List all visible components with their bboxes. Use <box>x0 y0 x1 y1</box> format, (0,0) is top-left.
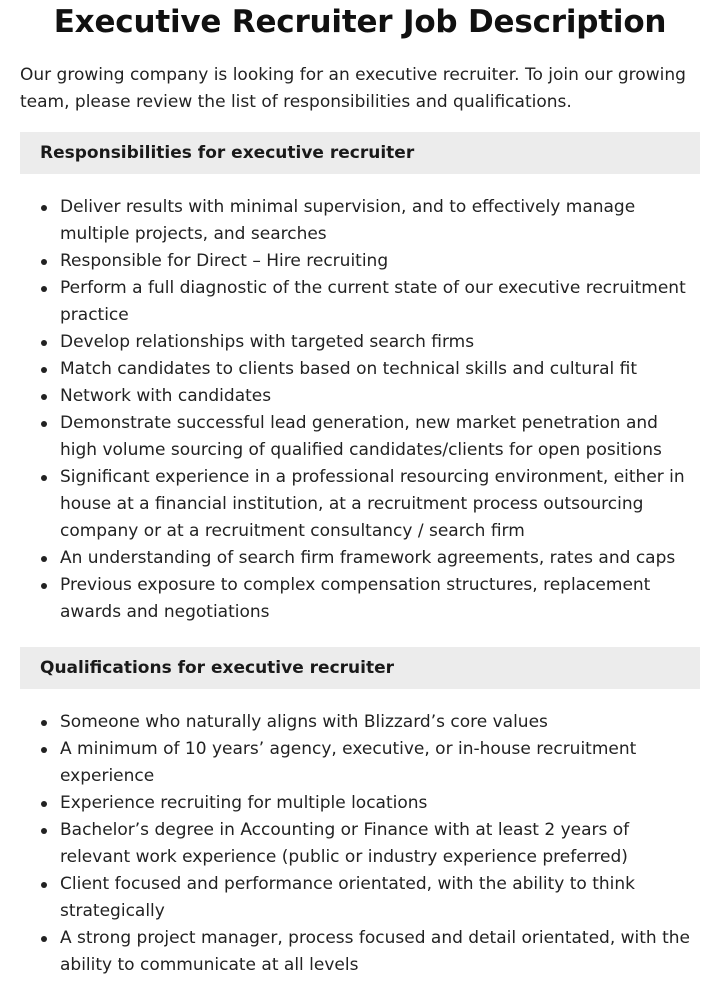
responsibilities-heading: Responsibilities for executive recruiter <box>20 132 700 174</box>
responsibilities-item-text: Match candidates to clients based on technical skills and cultural fit <box>60 359 637 379</box>
responsibilities-item-text: Perform a full diagnostic of the current state of our executive recruitment practice <box>60 278 686 325</box>
qualifications-item <box>20 736 700 790</box>
responsibilities-item <box>20 383 700 410</box>
qualifications-item-text: Someone who naturally aligns with Blizzard’s core values <box>60 712 548 732</box>
responsibilities-item <box>20 194 700 248</box>
responsibilities-item-text: Network with candidates <box>60 386 272 406</box>
qualifications-item-text: Bachelor’s degree in Accounting or Finance with at least 2 years of relevant work experience (public or industry experience preferred) <box>60 820 630 867</box>
qualifications-item <box>20 817 700 871</box>
bullet-icon <box>41 801 47 807</box>
responsibilities-item-text: Previous exposure to complex compensation structures, replacement awards and negotiations <box>60 575 651 622</box>
responsibilities-item-text: Develop relationships with targeted search firms <box>60 332 475 352</box>
intro-paragraph: Our growing company is looking for an executive recruiter. To join our growing team, please review the list of responsibilities and qualifications. <box>20 65 686 112</box>
qualifications-list <box>20 709 700 979</box>
responsibilities-item-text: Significant experience in a professional resourcing environment, either in house at a financial institution, at a recruitment process outsourcing company or at a recruitment consultancy / search firm <box>60 467 685 541</box>
responsibilities-item <box>20 275 700 329</box>
bullet-icon <box>41 583 47 589</box>
bullet-icon <box>41 556 47 562</box>
qualifications-item-text: Experience recruiting for multiple locations <box>60 793 428 813</box>
bullet-icon <box>41 747 47 753</box>
qualifications-item-text: A minimum of 10 years’ agency, executive, or in-house recruitment experience <box>60 739 637 786</box>
bullet-icon <box>41 286 47 292</box>
bullet-icon <box>41 421 47 427</box>
qualifications-item-text: Client focused and performance orientated, with the ability to think strategically <box>60 874 635 921</box>
responsibilities-item-text: Deliver results with minimal supervision, and to effectively manage multiple projects, and searches <box>60 197 636 244</box>
bullet-icon <box>41 828 47 834</box>
qualifications-item-text: A strong project manager, process focused and detail orientated, with the ability to communicate at all levels <box>60 928 691 975</box>
qualifications-item <box>20 709 700 736</box>
responsibilities-item-text: Responsible for Direct – Hire recruiting <box>60 251 389 271</box>
responsibilities-item <box>20 410 700 464</box>
responsibilities-item-text: An understanding of search firm framework agreements, rates and caps <box>60 548 676 568</box>
responsibilities-item <box>20 572 700 626</box>
bullet-icon <box>41 475 47 481</box>
bullet-icon <box>41 882 47 888</box>
responsibilities-list <box>20 194 700 626</box>
responsibilities-item <box>20 464 700 545</box>
qualifications-item <box>20 925 700 979</box>
responsibilities-item <box>20 248 700 275</box>
responsibilities-item <box>20 545 700 572</box>
bullet-icon <box>41 259 47 265</box>
page-title: Executive Recruiter Job Description <box>53 4 667 40</box>
responsibilities-item <box>20 356 700 383</box>
qualifications-item <box>20 871 700 925</box>
responsibilities-item <box>20 329 700 356</box>
qualifications-item <box>20 790 700 817</box>
bullet-icon <box>41 936 47 942</box>
bullet-icon <box>41 367 47 373</box>
bullet-icon <box>41 394 47 400</box>
qualifications-heading: Qualifications for executive recruiter <box>20 647 700 689</box>
bullet-icon <box>41 720 47 726</box>
bullet-icon <box>41 340 47 346</box>
responsibilities-item-text: Demonstrate successful lead generation, new market penetration and high volume sourcing of qualified candidates/clients for open positions <box>60 413 662 460</box>
bullet-icon <box>41 205 47 211</box>
